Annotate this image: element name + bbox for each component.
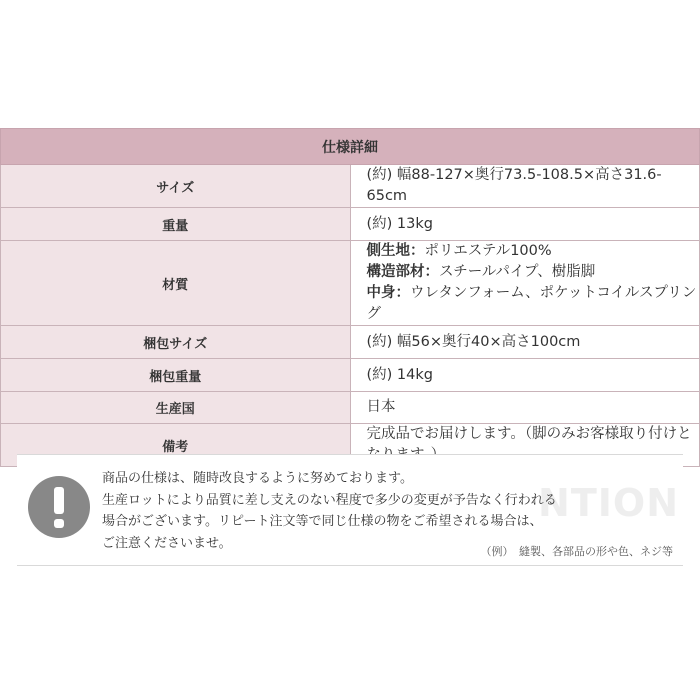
row-value-package-size: (約) 幅56×奥行40×高さ100cm xyxy=(350,326,700,359)
row-label-package-size: 梱包サイズ xyxy=(1,326,351,359)
material-line xyxy=(367,241,700,262)
row-value-remarks: 完成品でお届けします。（脚のみお客様取り付けと xyxy=(350,424,700,467)
exclamation-icon xyxy=(28,476,90,538)
notice-line: 場合がございます。リピート注文等で同じ仕様の物をご希望される場合は、 xyxy=(102,514,543,529)
material-name: 中身： xyxy=(366,285,410,301)
table-row xyxy=(1,165,700,208)
row-value-package-weight: (約) 14kg xyxy=(350,359,700,392)
exclamation-bar xyxy=(54,487,64,514)
row-label-package-weight: 梱包重量 xyxy=(1,359,351,392)
material-line xyxy=(367,262,700,283)
row-label-origin: 生産国 xyxy=(1,392,351,424)
table-row xyxy=(1,359,700,392)
table-row xyxy=(1,392,700,424)
notice-line: 生産ロットにより品質に差し支えのない程度で多少の変更が予告なく行われる xyxy=(102,492,557,508)
material-name: 側生地： xyxy=(366,243,425,259)
table-row xyxy=(1,241,700,326)
material-line xyxy=(367,283,700,325)
material-value: ポリエステル100% xyxy=(424,243,552,259)
notice-example: （例） 縫製、各部品の形や色、ネジ等 xyxy=(480,545,673,558)
notice-text xyxy=(102,468,662,554)
table-row xyxy=(1,326,700,359)
row-value-origin: 日本 xyxy=(350,392,700,424)
row-label-weight: 重量 xyxy=(1,208,351,241)
table-row xyxy=(1,208,700,241)
row-value-size: (約) 幅88-127×奥行73.5-108.5×高さ31.6-65cm xyxy=(350,165,700,208)
exclamation-dot xyxy=(54,519,64,528)
row-value-material xyxy=(350,241,700,326)
spec-header-row xyxy=(1,129,700,165)
material-value: スチールパイプ、樹脂脚 xyxy=(439,264,596,280)
row-value-weight: (約) 13kg xyxy=(350,208,700,241)
notice-line: ご注意くださいませ。 xyxy=(102,535,232,551)
spec-table xyxy=(0,128,700,467)
row-label-remarks: 備考 xyxy=(1,424,351,467)
row-label-material: 材質 xyxy=(1,241,351,326)
notice-line: 商品の仕様は、随時改良するように努めております。 xyxy=(102,471,413,486)
caution-notice xyxy=(17,454,683,566)
material-name: 構造部材： xyxy=(366,264,439,280)
material-value: ウレタンフォーム、ポケットコイルスプリング xyxy=(366,285,697,322)
spec-title: 仕様詳細 xyxy=(1,129,700,165)
caution-watermark: NTION xyxy=(538,481,679,525)
row-label-size: サイズ xyxy=(1,165,351,208)
